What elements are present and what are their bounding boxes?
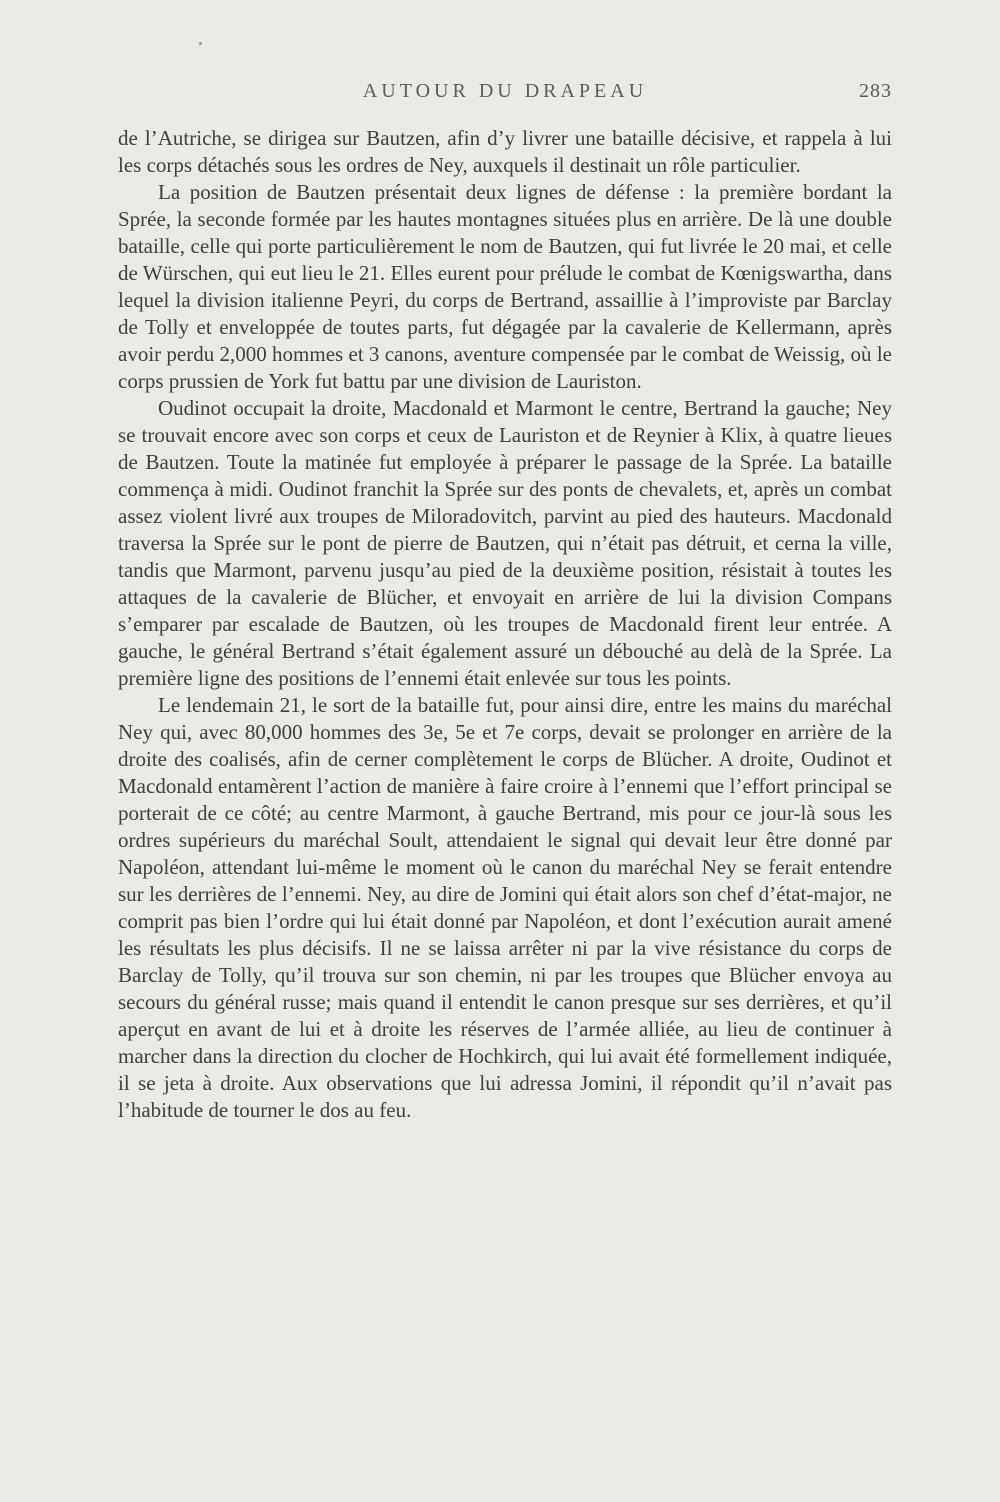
page-header	[118, 80, 892, 110]
page-speck	[199, 42, 202, 45]
body-text	[118, 125, 892, 1124]
paragraph: de l’Autriche, se dirigea sur Bautzen, afin d’y livrer une bataille décisive, et rappela à lui les corps détachés sous les ordres de Ney, auxquels il destinait un rôle particulier.	[118, 126, 892, 177]
paragraph: Le lendemain 21, le sort de la bataille fut, pour ainsi dire, entre les mains du maréchal Ney qui, avec 80,000 hommes des 3e, 5e et 7e corps, devait se prolonger en arrière de la droite des coalisés, afin de cerner complètement le corps de Blücher. A droite, Oudinot et Macdonald entamèrent l’action de manière à faire croire à l’ennemi que l’effort principal se porterait de ce côté; au centre Marmont, à gauche Bertrand, mis pour ce jour-là sous les ordres supérieurs du maréchal Soult, attendaient le signal qui devait leur être donné par Napoléon, attendant lui-même le moment où le canon du maréchal Ney se ferait entendre sur les derrières de l’ennemi. Ney, au dire de Jomini qui était alors son chef d’état-major, ne comprit pas bien l’ordre qui lui était donné par Napoléon, et dont l’exécution aurait amené les résultats les plus décisifs. Il ne se laissa arrêter ni par la vive résistance du corps de Barclay de Tolly, qu’il trouva sur son chemin, ni par les troupes que Blücher envoya au secours du général russe; mais quand il entendit le canon presque sur ses derrières, et qu’il aperçut en avant de lui et à droite les réserves de l’armée alliée, au lieu de continuer à marcher dans la direction du clocher de Hochkirch, qui lui avait été formellement indiquée, il se jeta à droite. Aux observations que lui adressa Jomini, il répondit qu’il n’avait pas l’habitude de tourner le dos au feu.	[118, 693, 892, 1122]
page-number: 283	[859, 80, 892, 102]
paragraph: Oudinot occupait la droite, Macdonald et Marmont le centre, Bertrand la gauche; Ney se trouvait encore avec son corps et ceux de Lauriston et de Reynier à Klix, à quatre lieues de Bautzen. Toute la matinée fut employée à préparer le passage de la Sprée. La bataille commença à midi. Oudinot franchit la Sprée sur des ponts de chevalets, et, après un combat assez violent livré aux troupes de Miloradovitch, parvint au pied des hauteurs. Macdonald traversa la Sprée sur le pont de pierre de Bautzen, qui n’était pas détruit, et cerna la ville, tandis que Marmont, parvenu jusqu’au pied de la deuxième position, résistait à toutes les attaques de la cavalerie de Blücher, et envoyait en arrière de lui la division Compans s’emparer par escalade de Bautzen, où les troupes de Macdonald firent leur entrée. A gauche, le général Bertrand s’était également assuré un débouché au delà de la Sprée. La première ligne des positions de l’ennemi était enlevée sur tous les points.	[118, 396, 892, 690]
running-title: AUTOUR DU DRAPEAU	[362, 80, 648, 102]
paragraph: La position de Bautzen présentait deux lignes de défense : la première bordant la Sprée, la seconde formée par les hautes montagnes situées plus en arrière. De là une double bataille, celle qui porte particulièrement le nom de Bautzen, qui fut livrée le 20 mai, et celle de Würschen, qui eut lieu le 21. Elles eurent pour prélude le combat de Kœnigswartha, dans lequel la division italienne Peyri, du corps de Bertrand, assaillie à l’improviste par Barclay de Tolly et enveloppée de toutes parts, fut dégagée par la cavalerie de Kellermann, après avoir perdu 2,000 hommes et 3 canons, aventure compensée par le combat de Weissig, où le corps prussien de York fut battu par une division de Lauriston.	[118, 180, 892, 393]
